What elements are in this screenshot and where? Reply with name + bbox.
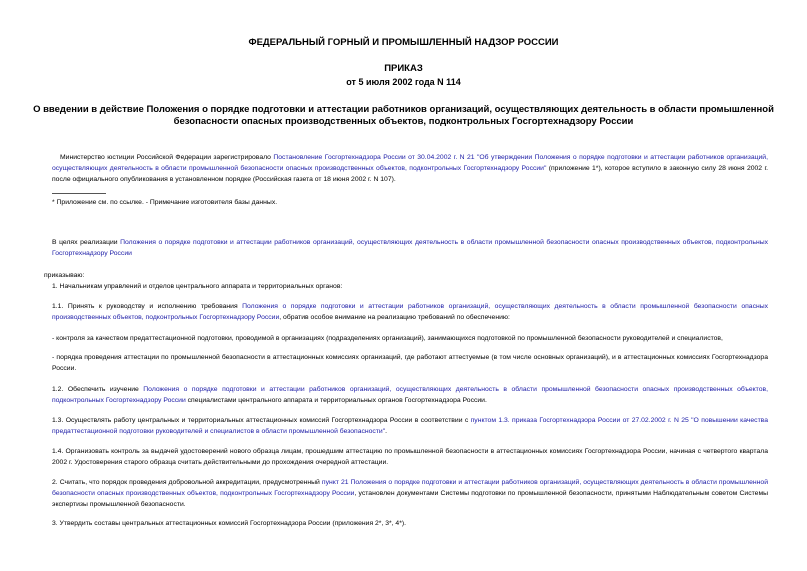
- item-2-text-start: 2. Считать, что порядок проведения добровольной аккредитации, предусмотренный: [52, 479, 322, 486]
- p1-text-end: (приложение 1*), которое вступило в законную силу 28 июня 2002 г. после официального опубликования в установленном порядке (Российская газета от 18 июня 2002 г. N 107).: [52, 165, 768, 183]
- item-1: 1. Начальникам управлений и отделов центрального аппарата и территориальных органов:: [52, 283, 343, 290]
- agency-heading: ФЕДЕРАЛЬНЫЙ ГОРНЫЙ И ПРОМЫШЛЕННЫЙ НАДЗОР РОССИИ: [248, 37, 559, 48]
- regulation-link-2[interactable]: Положения о порядке подготовки и аттестации работников организаций, осуществляющих деятельность в области промышленной безопасности опасных производственных объектов, подконтрольных Госгортехнадзору России: [52, 303, 768, 321]
- item-3: 3. Утвердить составы центральных аттестационных комиссий Госгортехнадзора России (приложения 2*, 3*, 4*).: [52, 520, 407, 527]
- item-dash-2: - порядка проведения аттестации по промышленной безопасности в аттестационных комиссиях организаций, где работают аттестуемые (в том числе основных организаций), и в аттестационных комиссиях Госгортехнадзора России.: [52, 354, 768, 372]
- paragraph-registration: [52, 152, 768, 185]
- item-1-3-text-end: .: [385, 428, 388, 435]
- regulation-link-1[interactable]: Положения о порядке подготовки и аттестации работников организаций, осуществляющих деятельность в области промышленной безопасности опасных производственных объектов, подконтрольных Госгортехнадзору России: [52, 239, 768, 257]
- resolution-link[interactable]: Постановление Госгортехнадзора России от 30.04.2002 г. N 21 "Об утверждении Положения о порядке подготовки и аттестации работников организаций, осуществляющих деятельность в области промышленной безопасности опасных производственных объектов, подконтрольных Госгортехнадзору России": [52, 154, 768, 172]
- item-dash-1: - контроля за качеством предаттестационной подготовки, проводимой в организациях (подразделениях организаций), занимающихся подготовкой по промышленной безопасности руководителей и специалистов,: [52, 335, 723, 342]
- item-2-text-end: , установлен документами Системы подготовки по промышленной безопасности, принятыми Наблюдательным советом Системы экспертизы промышленной безопасности.: [52, 490, 769, 508]
- item-1-1-text-start: 1.1. Принять к руководству и исполнению требования: [52, 303, 243, 310]
- clause-21-link[interactable]: пункт 21 Положения о порядке подготовки и аттестации работников организаций, осуществляющих деятельность в области промышленной безопасности опасных производственных объектов, подконтрольных Госгортехнадзору России: [52, 479, 768, 497]
- p1-text-start: Министерство юстиции Российской Федерации зарегистрировало: [60, 154, 274, 161]
- item-1-1: [52, 301, 768, 323]
- footnote-divider: [52, 193, 106, 194]
- item-1-4: 1.4. Организовать контроль за выдачей удостоверений нового образца лицам, прошедшим аттестацию по промышленной безопасности в аттестационных комиссиях Госгортехнадзора России, начиная с четвертого квартала 2002 г. Удостоверения старого образца считать действительными до прохождения очередной аттестации.: [52, 448, 768, 466]
- item-2: [52, 477, 768, 510]
- item-1-3-text-start: 1.3. Осуществлять работу центральных и территориальных аттестационных комиссий Госгортехнадзора России в соответствии с: [52, 417, 471, 424]
- document-title: О введении в действие Положения о порядке подготовки и аттестации работников организаций, осуществляющих деятельность в области промышленной безопасности опасных производственных объектов, подконтрольных Госгортехнадзору России: [33, 104, 774, 127]
- order-word: приказываю:: [44, 272, 85, 279]
- item-1-2-text-start: 1.2. Обеспечить изучение: [52, 386, 144, 393]
- item-1-2: [52, 384, 768, 406]
- regulation-link-3[interactable]: Положения о порядке подготовки и аттестации работников организаций, осуществляющих деятельность в области промышленной безопасности опасных производственных объектов, подконтрольных Госгортехнадзору России: [52, 386, 768, 404]
- doc-type-heading: ПРИКАЗ: [384, 63, 423, 74]
- p2-text-start: В целях реализации: [52, 239, 121, 246]
- order-link[interactable]: пунктом 1.3. приказа Госгортехнадзора России от 27.02.2002 г. N 25 "О повышении качества предаттестационной подготовки руководителей и специалистов в области промышленной безопасности": [52, 417, 768, 435]
- item-1-1-text-end: , обратив особое внимание на реализацию требований по обеспечению:: [279, 314, 510, 321]
- paragraph-purpose: [52, 237, 768, 259]
- date-number: от 5 июля 2002 года N 114: [346, 77, 461, 87]
- item-1-3: [52, 415, 768, 437]
- item-1-2-text-end: специалистами центрального аппарата и территориальных органов Госгортехнадзора России.: [185, 397, 487, 404]
- footnote: * Приложение см. по ссылке. - Примечание изготовителя базы данных.: [52, 199, 278, 206]
